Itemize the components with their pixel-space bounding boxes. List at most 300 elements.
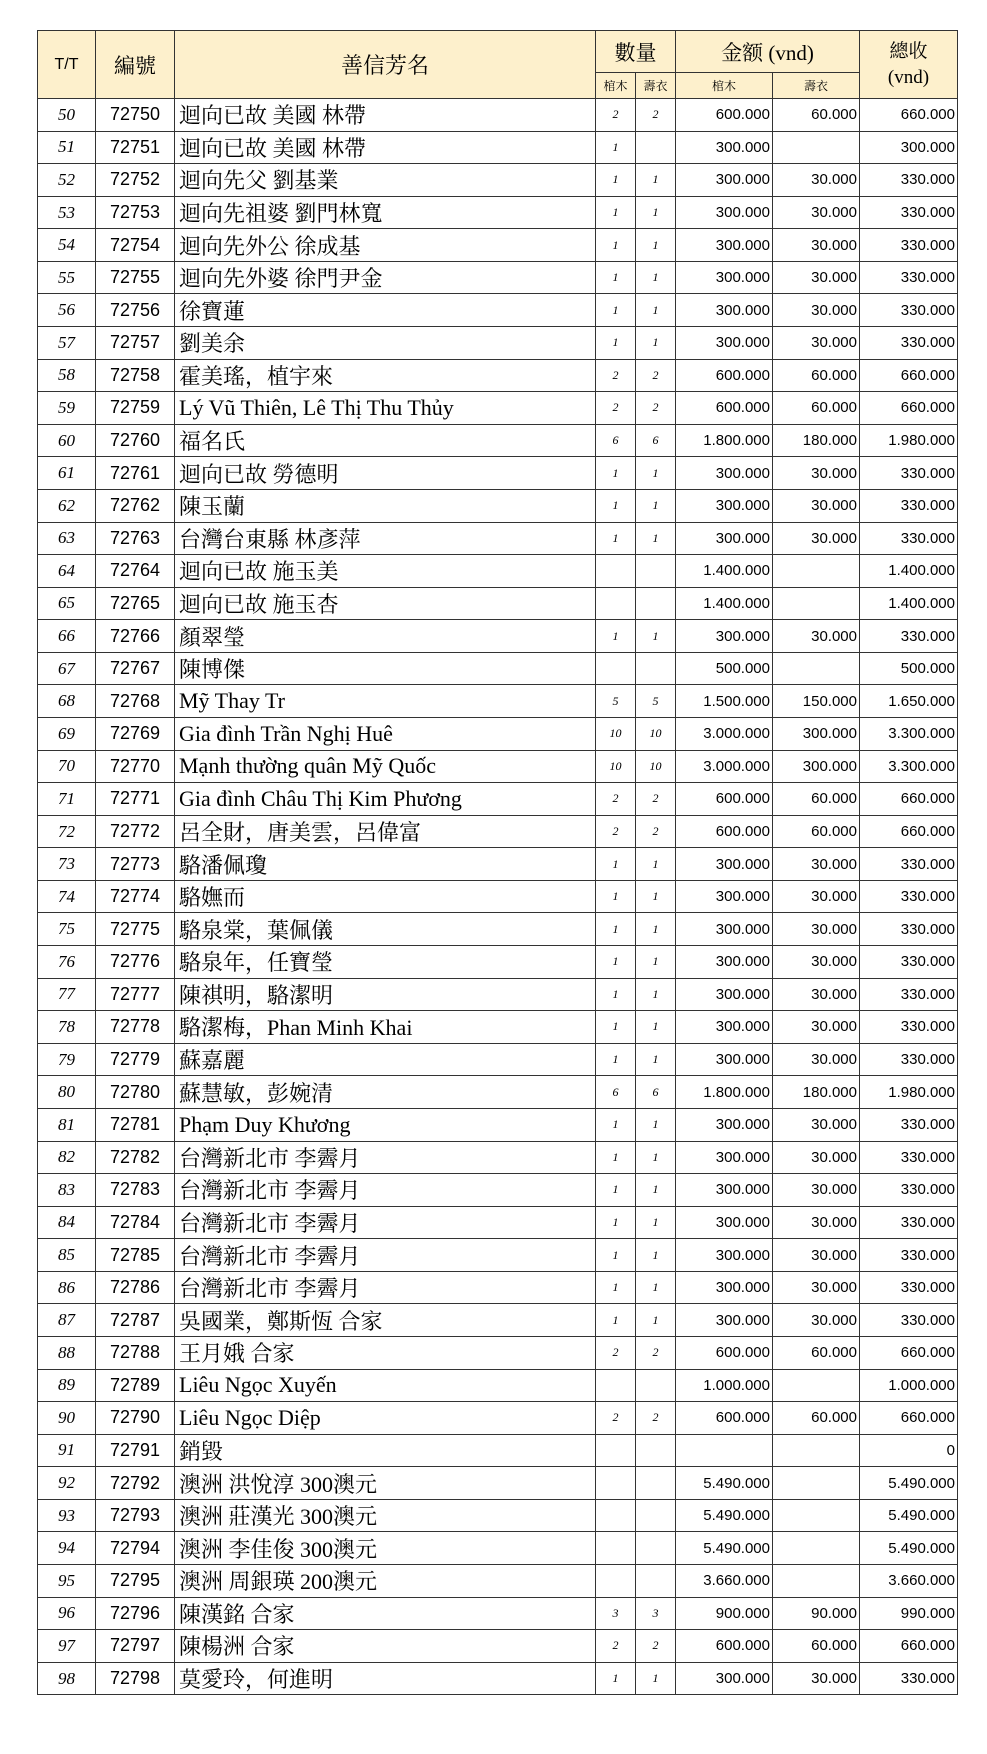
row-number: 98 [38,1662,96,1695]
amount-coffin: 300.000 [676,1174,773,1207]
table-row [38,1369,958,1402]
amount-coffin: 1.000.000 [676,1369,773,1402]
qty-coffin [596,1532,636,1565]
qty-coffin: 2 [596,1630,636,1663]
row-total: 330.000 [860,913,958,946]
row-code: 72785 [96,1239,175,1272]
row-number: 87 [38,1304,96,1337]
row-code: 72780 [96,1076,175,1109]
row-total: 660.000 [860,1402,958,1435]
amount-coffin: 300.000 [676,131,773,164]
row-code: 72794 [96,1532,175,1565]
amount-coffin: 600.000 [676,359,773,392]
donor-name: Liêu Ngọc Diệp [175,1402,596,1435]
amount-shroud: 30.000 [773,164,860,197]
row-number: 69 [38,717,96,750]
donation-sheet [37,30,957,1695]
qty-shroud: 1 [636,457,676,490]
donor-name: 駱泉年，任寶瑩 [175,946,596,979]
table-row [38,946,958,979]
amount-shroud: 180.000 [773,1076,860,1109]
amount-coffin: 300.000 [676,946,773,979]
table-row [38,978,958,1011]
donor-name: 吳國業，鄭斯恆 合家 [175,1304,596,1337]
row-total: 330.000 [860,1174,958,1207]
row-number: 70 [38,750,96,783]
row-number: 58 [38,359,96,392]
row-number: 66 [38,620,96,653]
donor-name: Gia đình Trần Nghị Huê [175,717,596,750]
qty-coffin [596,1467,636,1500]
header-total-unit: (vnd) [887,66,930,88]
qty-coffin: 1 [596,913,636,946]
qty-coffin: 2 [596,815,636,848]
qty-coffin: 2 [596,392,636,425]
row-number: 59 [38,392,96,425]
amount-coffin: 5.490.000 [676,1499,773,1532]
amount-coffin: 300.000 [676,1239,773,1272]
donor-name: 陳玉蘭 [175,489,596,522]
row-code: 72758 [96,359,175,392]
amount-coffin: 300.000 [676,1043,773,1076]
row-total: 330.000 [860,1108,958,1141]
row-code: 72776 [96,946,175,979]
amount-coffin: 300.000 [676,1011,773,1044]
row-total: 330.000 [860,1271,958,1304]
row-number: 95 [38,1565,96,1598]
qty-shroud: 2 [636,783,676,816]
row-number: 88 [38,1336,96,1369]
qty-coffin: 1 [596,1271,636,1304]
donor-name: 台灣新北市 李霽月 [175,1141,596,1174]
row-number: 72 [38,815,96,848]
row-code: 72792 [96,1467,175,1500]
qty-coffin [596,1369,636,1402]
donation-table [37,30,958,1695]
row-number: 60 [38,424,96,457]
amount-shroud: 300.000 [773,750,860,783]
row-code: 72757 [96,327,175,360]
qty-coffin: 1 [596,327,636,360]
table-row [38,457,958,490]
donor-name: 呂全財，唐美雲，呂偉富 [175,815,596,848]
row-number: 56 [38,294,96,327]
amount-shroud: 30.000 [773,913,860,946]
qty-coffin: 6 [596,424,636,457]
header-amount-coffin: 棺木 [676,73,773,99]
donor-name: 台灣新北市 李霽月 [175,1206,596,1239]
qty-shroud: 5 [636,685,676,718]
row-code: 72755 [96,261,175,294]
table-row [38,294,958,327]
table-row [38,783,958,816]
table-row [38,1108,958,1141]
row-code: 72798 [96,1662,175,1695]
row-code: 72777 [96,978,175,1011]
row-number: 53 [38,196,96,229]
qty-shroud: 1 [636,522,676,555]
qty-coffin: 1 [596,1304,636,1337]
qty-shroud: 2 [636,1336,676,1369]
table-row [38,489,958,522]
table-row [38,392,958,425]
table-row [38,229,958,262]
amount-shroud: 30.000 [773,1662,860,1695]
row-code: 72787 [96,1304,175,1337]
row-number: 79 [38,1043,96,1076]
qty-shroud [636,1532,676,1565]
qty-coffin: 10 [596,717,636,750]
row-total: 5.490.000 [860,1467,958,1500]
qty-shroud: 6 [636,1076,676,1109]
row-code: 72761 [96,457,175,490]
donor-name: 駱泉棠，葉佩儀 [175,913,596,946]
row-number: 54 [38,229,96,262]
amount-coffin: 300.000 [676,848,773,881]
table-row [38,164,958,197]
row-number: 65 [38,587,96,620]
qty-shroud: 1 [636,229,676,262]
amount-shroud: 30.000 [773,978,860,1011]
row-number: 94 [38,1532,96,1565]
row-number: 97 [38,1630,96,1663]
row-total: 330.000 [860,880,958,913]
row-code: 72768 [96,685,175,718]
qty-shroud: 1 [636,1206,676,1239]
row-code: 72773 [96,848,175,881]
qty-coffin: 1 [596,1043,636,1076]
amount-shroud [773,1467,860,1500]
row-code: 72790 [96,1402,175,1435]
donor-name: 陳楊洲 合家 [175,1630,596,1663]
amount-coffin: 600.000 [676,1402,773,1435]
table-row [38,1434,958,1467]
qty-shroud: 1 [636,1043,676,1076]
amount-shroud: 150.000 [773,685,860,718]
row-number: 91 [38,1434,96,1467]
amount-shroud [773,1499,860,1532]
amount-shroud: 30.000 [773,1108,860,1141]
qty-shroud: 1 [636,913,676,946]
header-amount-shroud: 壽衣 [773,73,860,99]
row-code: 72779 [96,1043,175,1076]
amount-shroud: 30.000 [773,946,860,979]
row-code: 72762 [96,489,175,522]
row-total: 330.000 [860,522,958,555]
donor-name: 蘇嘉麗 [175,1043,596,1076]
qty-shroud: 1 [636,164,676,197]
table-row [38,1174,958,1207]
qty-coffin: 1 [596,196,636,229]
table-row [38,587,958,620]
amount-coffin: 3.660.000 [676,1565,773,1598]
row-total: 1.400.000 [860,587,958,620]
qty-coffin: 1 [596,880,636,913]
table-row [38,1597,958,1630]
qty-shroud: 3 [636,1597,676,1630]
table-row [38,1532,958,1565]
qty-shroud: 1 [636,1174,676,1207]
donor-name: 迴向先外婆 徐門尹金 [175,261,596,294]
amount-shroud: 30.000 [773,522,860,555]
qty-coffin: 2 [596,359,636,392]
row-code: 72788 [96,1336,175,1369]
donor-name: 澳洲 洪悅淳 300澳元 [175,1467,596,1500]
table-row [38,1402,958,1435]
qty-shroud: 2 [636,1630,676,1663]
qty-coffin: 6 [596,1076,636,1109]
amount-shroud [773,1532,860,1565]
amount-coffin: 600.000 [676,99,773,132]
amount-coffin: 600.000 [676,1336,773,1369]
table-row [38,99,958,132]
qty-coffin: 1 [596,1174,636,1207]
donor-name: Phạm Duy Khương [175,1108,596,1141]
qty-coffin [596,587,636,620]
row-code: 72771 [96,783,175,816]
row-number: 92 [38,1467,96,1500]
qty-coffin: 1 [596,131,636,164]
row-total: 1.980.000 [860,424,958,457]
row-number: 89 [38,1369,96,1402]
donor-name: 銷毀 [175,1434,596,1467]
table-row [38,327,958,360]
table-row [38,1043,958,1076]
amount-coffin: 300.000 [676,1304,773,1337]
row-code: 72764 [96,555,175,588]
row-code: 72774 [96,880,175,913]
qty-coffin: 1 [596,229,636,262]
amount-coffin: 300.000 [676,1662,773,1695]
donor-name: 徐寶蓮 [175,294,596,327]
row-total: 330.000 [860,1206,958,1239]
row-code: 72752 [96,164,175,197]
qty-coffin [596,1565,636,1598]
amount-coffin: 500.000 [676,652,773,685]
row-code: 72791 [96,1434,175,1467]
row-number: 68 [38,685,96,718]
qty-shroud: 1 [636,1141,676,1174]
qty-coffin: 1 [596,1239,636,1272]
row-code: 72750 [96,99,175,132]
qty-shroud: 1 [636,620,676,653]
row-total: 3.300.000 [860,717,958,750]
qty-coffin: 1 [596,1206,636,1239]
row-code: 72789 [96,1369,175,1402]
row-code: 72759 [96,392,175,425]
row-code: 72793 [96,1499,175,1532]
row-total: 660.000 [860,1630,958,1663]
qty-shroud: 1 [636,196,676,229]
table-row [38,1271,958,1304]
header-amount: 金额 (vnd) [676,31,860,73]
amount-shroud: 30.000 [773,294,860,327]
row-total: 330.000 [860,1304,958,1337]
donor-name: 莫愛玲，何進明 [175,1662,596,1695]
amount-shroud: 30.000 [773,1043,860,1076]
row-number: 62 [38,489,96,522]
row-total: 330.000 [860,1141,958,1174]
row-total: 660.000 [860,99,958,132]
amount-shroud [773,1434,860,1467]
donor-name: 澳洲 李佳俊 300澳元 [175,1532,596,1565]
donor-name: 台灣台東縣 林彥萍 [175,522,596,555]
qty-shroud [636,1467,676,1500]
amount-coffin: 300.000 [676,294,773,327]
qty-shroud: 1 [636,1239,676,1272]
table-row [38,685,958,718]
donor-name: 迴向已故 美國 林帶 [175,131,596,164]
amount-shroud: 30.000 [773,229,860,262]
amount-coffin: 300.000 [676,1108,773,1141]
amount-coffin: 1.800.000 [676,424,773,457]
donor-name: 台灣新北市 李霽月 [175,1271,596,1304]
amount-coffin: 300.000 [676,1206,773,1239]
header-code: 編號 [96,31,175,99]
amount-coffin: 3.000.000 [676,750,773,783]
qty-shroud: 2 [636,359,676,392]
table-header [38,31,958,99]
table-row [38,261,958,294]
amount-coffin: 600.000 [676,783,773,816]
row-number: 73 [38,848,96,881]
qty-shroud: 1 [636,261,676,294]
qty-shroud [636,131,676,164]
table-row [38,1630,958,1663]
amount-shroud: 90.000 [773,1597,860,1630]
table-row [38,620,958,653]
qty-shroud: 1 [636,946,676,979]
amount-shroud: 30.000 [773,1304,860,1337]
donor-name: 迴向已故 勞德明 [175,457,596,490]
amount-shroud: 30.000 [773,1174,860,1207]
qty-coffin: 3 [596,1597,636,1630]
amount-coffin: 900.000 [676,1597,773,1630]
row-code: 72797 [96,1630,175,1663]
qty-coffin: 1 [596,1662,636,1695]
row-code: 72751 [96,131,175,164]
donor-name: 霍美瑤，植宇來 [175,359,596,392]
qty-coffin: 1 [596,1011,636,1044]
donor-name: 迴向已故 美國 林帶 [175,99,596,132]
row-number: 81 [38,1108,96,1141]
qty-shroud: 2 [636,99,676,132]
table-row [38,1206,958,1239]
table-row [38,1304,958,1337]
qty-coffin: 1 [596,1108,636,1141]
amount-shroud [773,131,860,164]
table-row [38,131,958,164]
row-code: 72763 [96,522,175,555]
amount-coffin: 300.000 [676,880,773,913]
header-qty-coffin: 棺木 [596,73,636,99]
row-total: 330.000 [860,229,958,262]
donor-name: 陳博傑 [175,652,596,685]
amount-shroud: 30.000 [773,489,860,522]
row-number: 80 [38,1076,96,1109]
qty-shroud: 6 [636,424,676,457]
qty-shroud: 1 [636,1271,676,1304]
amount-shroud: 30.000 [773,1141,860,1174]
qty-shroud: 2 [636,815,676,848]
table-row [38,1239,958,1272]
amount-coffin: 300.000 [676,261,773,294]
row-number: 78 [38,1011,96,1044]
donor-name: 王月娥 合家 [175,1336,596,1369]
donor-name: 迴向先外公 徐成基 [175,229,596,262]
qty-shroud [636,1565,676,1598]
row-total: 0 [860,1434,958,1467]
donor-name: Lý Vũ Thiên, Lê Thị Thu Thủy [175,392,596,425]
donor-name: 澳洲 周銀瑛 200澳元 [175,1565,596,1598]
amount-coffin: 300.000 [676,1141,773,1174]
row-total: 3.300.000 [860,750,958,783]
row-total: 330.000 [860,261,958,294]
row-number: 57 [38,327,96,360]
amount-coffin: 5.490.000 [676,1532,773,1565]
header-tt: T/T [38,31,96,99]
table-row [38,652,958,685]
row-code: 72781 [96,1108,175,1141]
amount-coffin: 300.000 [676,620,773,653]
row-number: 75 [38,913,96,946]
row-number: 77 [38,978,96,1011]
donor-name: Liêu Ngọc Xuyến [175,1369,596,1402]
qty-coffin: 1 [596,848,636,881]
amount-shroud: 60.000 [773,1402,860,1435]
amount-coffin: 600.000 [676,1630,773,1663]
row-total: 660.000 [860,783,958,816]
amount-shroud: 30.000 [773,620,860,653]
qty-coffin: 2 [596,783,636,816]
row-number: 50 [38,99,96,132]
row-total: 660.000 [860,392,958,425]
row-total: 5.490.000 [860,1499,958,1532]
header-name: 善信芳名 [175,31,596,99]
donor-name: 駱潔梅，Phan Minh Khai [175,1011,596,1044]
amount-coffin: 600.000 [676,815,773,848]
row-total: 1.000.000 [860,1369,958,1402]
row-code: 72753 [96,196,175,229]
header-qty-shroud: 壽衣 [636,73,676,99]
amount-shroud: 300.000 [773,717,860,750]
amount-coffin: 1.500.000 [676,685,773,718]
header-quantity: 數量 [596,31,676,73]
qty-shroud [636,1369,676,1402]
amount-coffin: 300.000 [676,1271,773,1304]
amount-shroud [773,555,860,588]
row-code: 72782 [96,1141,175,1174]
qty-coffin [596,652,636,685]
donor-name: 顏翠瑩 [175,620,596,653]
amount-shroud: 30.000 [773,261,860,294]
row-total: 660.000 [860,359,958,392]
qty-shroud: 1 [636,1304,676,1337]
row-total: 1.400.000 [860,555,958,588]
row-total: 1.650.000 [860,685,958,718]
row-number: 82 [38,1141,96,1174]
row-number: 51 [38,131,96,164]
amount-coffin: 300.000 [676,457,773,490]
table-body [38,99,958,1695]
table-row [38,359,958,392]
qty-shroud: 1 [636,1108,676,1141]
row-code: 72778 [96,1011,175,1044]
row-number: 76 [38,946,96,979]
table-row [38,815,958,848]
qty-shroud: 1 [636,978,676,1011]
amount-shroud: 60.000 [773,1630,860,1663]
